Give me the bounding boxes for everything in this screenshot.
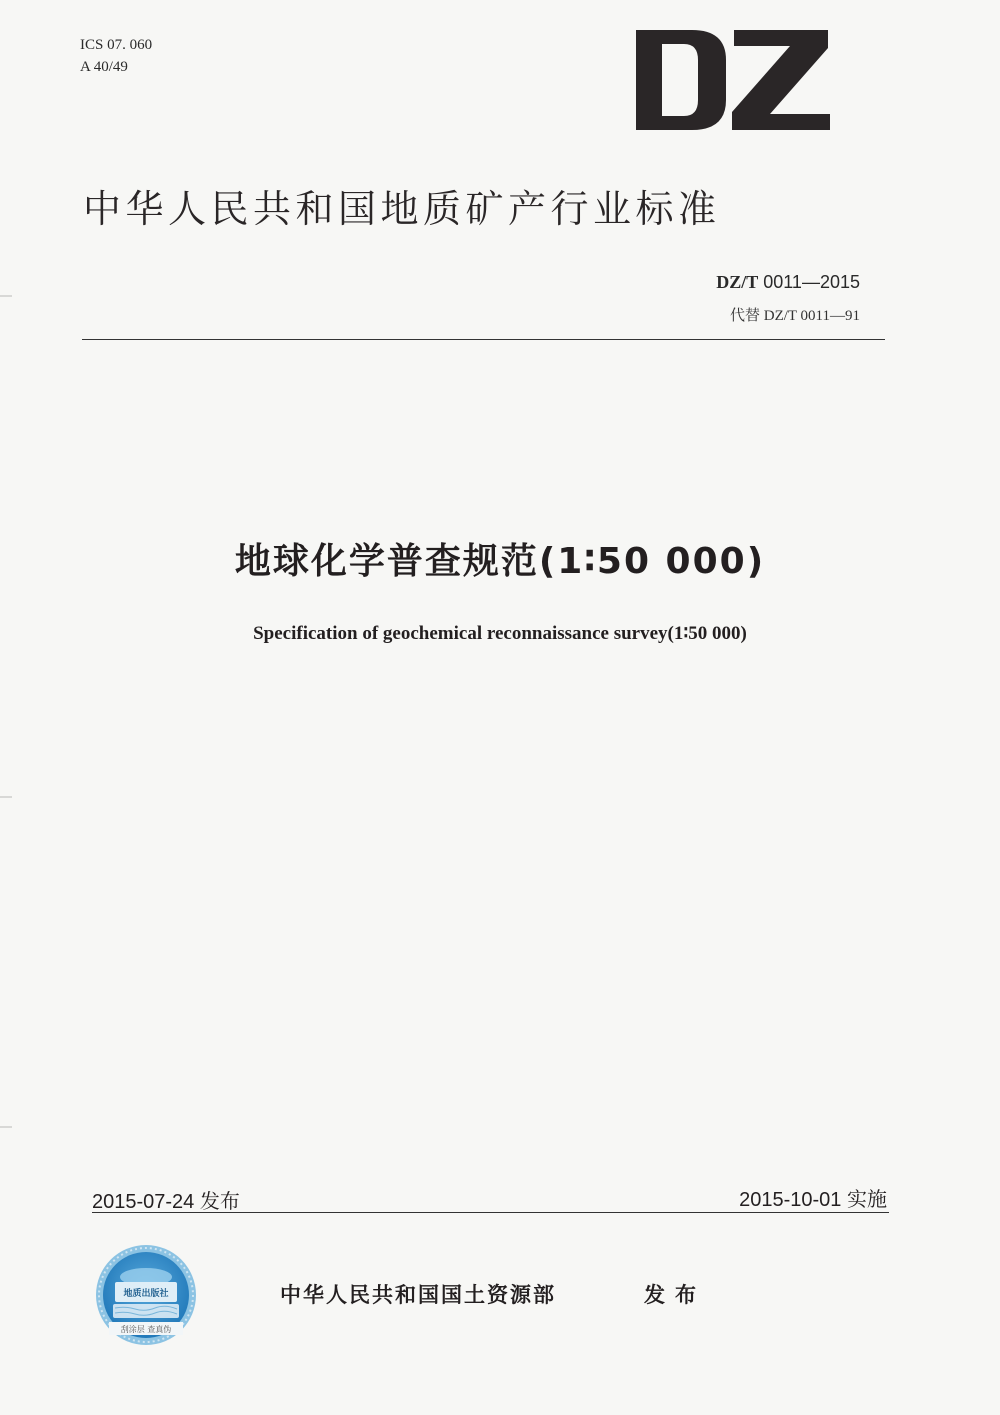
implementation-date: 2015-10-01 实施 bbox=[739, 1189, 887, 1211]
scan-edge-mark bbox=[0, 796, 12, 798]
title-chinese: 地球化学普查规范(1∶50 000) bbox=[234, 541, 766, 582]
bottom-divider bbox=[92, 1212, 889, 1213]
standard-number-rest: 0011—2015 bbox=[758, 272, 860, 292]
issue-date: 2015-07-24 发布 bbox=[92, 1191, 240, 1213]
ccs-code: A 40/49 bbox=[80, 59, 128, 75]
publish-label: 发布 bbox=[644, 1283, 706, 1307]
standard-number bbox=[716, 272, 860, 293]
standard-number-prefix: DZ/T bbox=[716, 272, 759, 292]
standard-category: 中华人民共和国地质矿产行业标准 bbox=[83, 187, 721, 231]
dz-logo bbox=[634, 30, 830, 130]
logo-letter-d bbox=[636, 30, 726, 130]
logo-letter-z bbox=[732, 30, 830, 130]
classification-codes bbox=[80, 34, 152, 78]
scan-edge-mark bbox=[0, 295, 12, 297]
seal-org-name: 地质出版社 bbox=[123, 1289, 169, 1299]
replaces-standard: 代替 DZ/T 0011—91 bbox=[730, 308, 860, 324]
publisher-name: 中华人民共和国国土资源部 bbox=[280, 1283, 556, 1307]
scan-edge-mark bbox=[0, 1126, 12, 1128]
top-divider bbox=[82, 339, 885, 340]
ics-code: ICS 07. 060 bbox=[80, 37, 153, 53]
title-english: Specification of geochemical reconnaissance survey(1∶50 000) bbox=[253, 623, 747, 644]
seal-verify-text: 刮涂层 查真伪 bbox=[120, 1325, 172, 1334]
anti-counterfeit-seal bbox=[95, 1244, 197, 1346]
